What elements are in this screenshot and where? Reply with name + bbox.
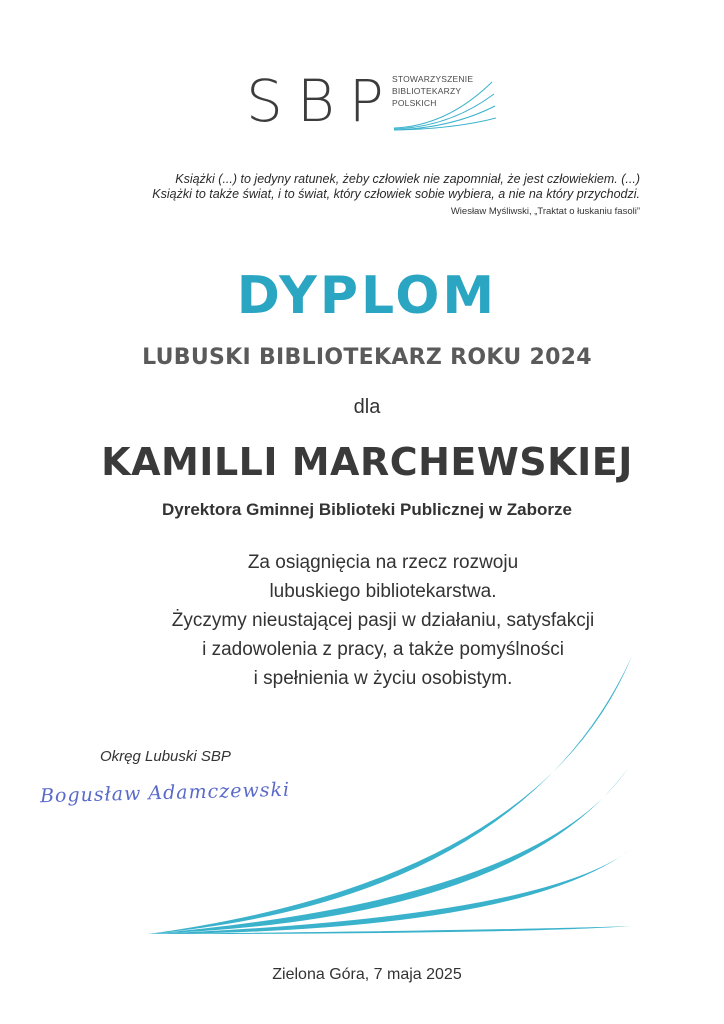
- handwritten-signature: Bogusław Adamczewski: [39, 778, 291, 808]
- for-label: dla: [353, 396, 381, 418]
- quote-line: Książki to także świat, i to świat, który człowiek sobie wybiera, a nie na który przychodzi.: [152, 187, 640, 201]
- body-line: Życzymy nieustającej pasji w działaniu, satysfakcji: [171, 610, 595, 631]
- issuer-district: Okręg Lubuski SBP: [100, 748, 231, 765]
- recipient-name: KAMILLI MARCHEWSKIEJ: [101, 440, 633, 484]
- award-name: LUBUSKI BIBLIOTEKARZ ROKU 2024: [142, 345, 592, 370]
- place-and-date: Zielona Góra, 7 maja 2025: [272, 966, 462, 983]
- quote-author: Wiesław Myśliwski, „Traktat o łuskaniu fasoli”: [450, 206, 640, 217]
- body-line: lubuskiego bibliotekarstwa.: [269, 581, 497, 602]
- quote-line: Książki (...) to jedyny ratunek, żeby człowiek nie zapomniał, że jest człowiekiem. (...): [175, 172, 640, 186]
- body-line: Za osiągnięcia na rzecz rozwoju: [247, 552, 519, 573]
- recipient-position: Dyrektora Gminnej Biblioteki Publicznej w Zaborze: [162, 500, 572, 519]
- body-line: i spełnienia w życiu osobistym.: [253, 668, 513, 689]
- logo-caption-line: STOWARZYSZENIE: [392, 74, 474, 84]
- logo-caption-line: POLSKICH: [392, 98, 437, 108]
- logo-caption-line: BIBLIOTEKARZY: [392, 86, 462, 96]
- body-line: i zadowolenia z pracy, a także pomyślności: [202, 639, 564, 660]
- diploma-title: DYPLOM: [236, 266, 498, 326]
- logo-letters: SBP: [246, 67, 398, 135]
